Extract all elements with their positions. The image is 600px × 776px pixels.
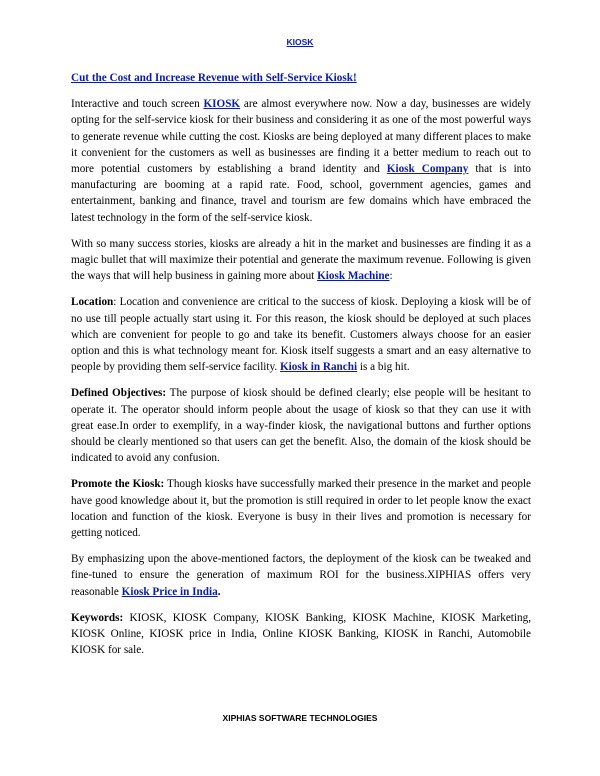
keywords-label: Keywords: [71, 611, 124, 624]
intro-text-1: Interactive and touch screen [71, 98, 204, 111]
success-text-1: With so many success stories, kiosks are already a hit in the market and businesses are finding it as a magic bullet that will maximize their potential and generate the maximum revenue. Following is given the ways that will help business in gaining more about [71, 237, 531, 283]
intro-text-3: that is into manufacturing are booming at a rapid rate. Food, school, government agencies, games and entertainment, banking and finance, travel and tourism are few domains which have embraced the latest technology in the form of the self-service kiosk. [71, 163, 531, 224]
intro-text-2: are almost everywhere now. Now a day, businesses are widely opting for the self-service kiosk for their business and considering it as one of the most powerful ways to generate revenue while cutting the cost. Kiosks are being deployed at many different places to make it convenient for the customers as well as businesses are finding it a better medium to reach out to more potential customers by establishing a brand identity and [71, 98, 532, 176]
success-paragraph [71, 236, 531, 285]
kiosk-link[interactable]: KIOSK [203, 98, 241, 111]
header-kiosk-link[interactable]: KIOSK [286, 37, 314, 47]
emphasis-paragraph [71, 551, 531, 600]
location-text-2: is a big hit. [357, 361, 410, 374]
success-text-2: : [389, 270, 393, 283]
objectives-paragraph [71, 385, 531, 466]
intro-paragraph [71, 96, 531, 226]
article-title-link[interactable]: Cut the Cost and Increase Revenue with Self-Service Kiosk! [71, 72, 357, 84]
footer-company-name: XIPHIAS SOFTWARE TECHNOLOGIES [222, 713, 378, 723]
keywords-text: KIOSK, KIOSK Company, KIOSK Banking, KIOSK Machine, KIOSK Marketing, KIOSK Online, KIOSK price in India, Online KIOSK Banking, KIOSK in Ranchi, Automobile KIOSK for sale. [71, 611, 531, 657]
objectives-label: Defined Objectives: [71, 387, 167, 400]
keywords-paragraph [71, 610, 531, 659]
emphasis-text-1: By emphasizing upon the above-mentioned factors, the deployment of the kiosk can be tweaked and fine-tuned to ensure the generation of maximum ROI for the business.XIPHIAS offers very reasonable [71, 553, 531, 598]
promote-paragraph [71, 476, 531, 541]
article-body [71, 70, 531, 669]
location-paragraph [71, 294, 531, 375]
promote-label: Promote the Kiosk: [71, 478, 165, 491]
kiosk-in-ranchi-link[interactable]: Kiosk in Ranchi [279, 361, 358, 374]
objectives-text: The purpose of kiosk should be defined clearly; else people will be hesitant to operate it. The operator should inform people about the usage of kiosk so that they can use it with great ease.In order to exemplify, in a way-finder kiosk, the navigational buttons and further options should be clearly mentioned so that users can get the benefit. Also, the domain of the kiosk should be indicated to avoid any confusion. [71, 387, 531, 465]
promote-text: Though kiosks have successfully marked their presence in the market and people have good knowledge about it, but the promotion is still required in order to let people know the exact location and function of the kiosk. Everyone is busy in their lives and promotion is necessary for getting noticed. [71, 478, 532, 540]
location-text-1: : Location and convenience are critical to the success of kiosk. Deploying a kiosk will be of no use till people actually start using it. For this reason, the kiosk should be deployed at such places which are convenient for people to go and take its benefit. Customers always choose for an easier option and this is what technology meant for. Kiosk itself suggests a smart and an easy alternative to people by providing them self-service facility. [71, 296, 531, 374]
kiosk-price-in-india-link[interactable]: Kiosk Price in India [121, 585, 218, 598]
kiosk-company-link[interactable]: Kiosk Company [386, 163, 469, 176]
emphasis-text-2: . [217, 585, 221, 598]
location-label: Location [71, 296, 114, 309]
kiosk-machine-link[interactable]: Kiosk Machine [317, 270, 390, 283]
